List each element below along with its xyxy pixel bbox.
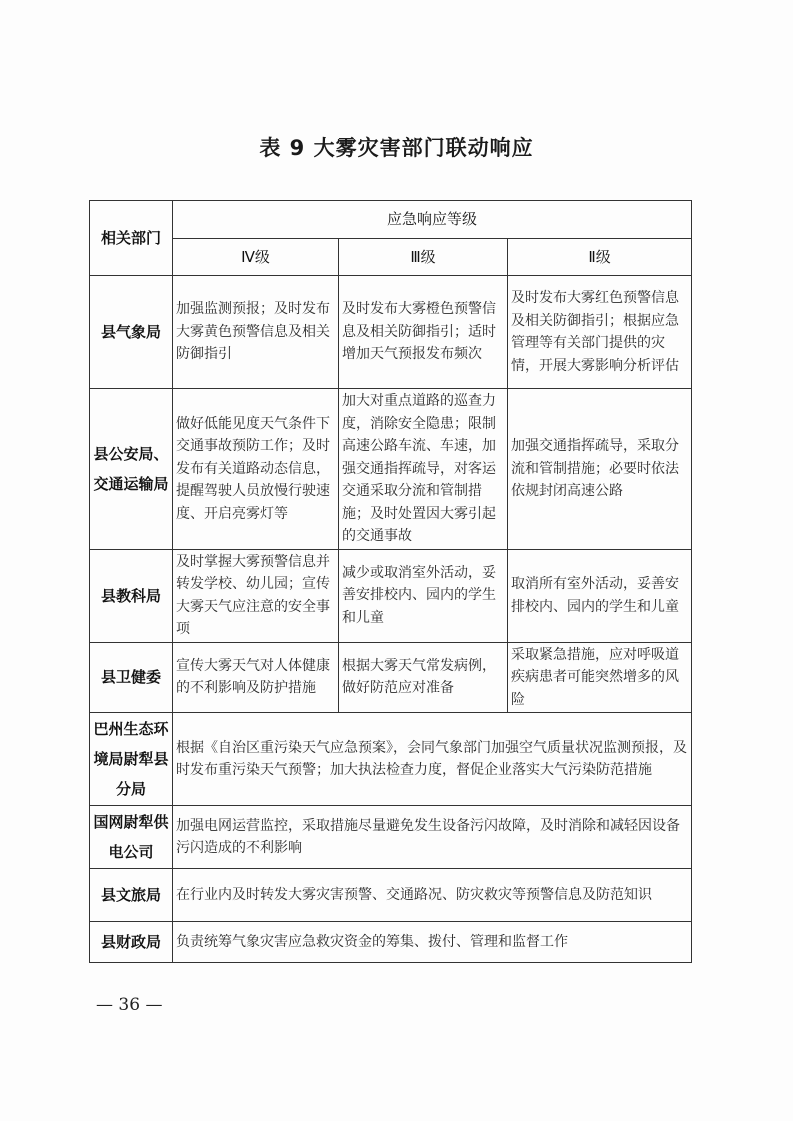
level-3-cell: 加大对重点道路的巡查力度，消除安全隐患；限制高速公路车流、车速，加强交通指挥疏导，对客运交通采取分流和管制措施；及时处置因大雾引起的交通事故 bbox=[339, 389, 508, 550]
dept-cell: 县教科局 bbox=[90, 549, 173, 642]
level-3-cell: 及时发布大雾橙色预警信息及相关防御指引；适时增加天气预报发布频次 bbox=[339, 276, 508, 389]
page-number: — 36 — bbox=[96, 995, 163, 1015]
level-4-cell: 做好低能见度天气条件下交通事故预防工作；及时发布有关道路动态信息，提醒驾驶人员放慢行驶速度、开启亮雾灯等 bbox=[173, 389, 339, 550]
all-levels-cell: 负责统筹气象灾害应急救灾资金的筹集、拨付、管理和监督工作 bbox=[173, 922, 692, 963]
table-row bbox=[90, 806, 692, 869]
header-dept: 相关部门 bbox=[90, 201, 173, 276]
table-row bbox=[90, 869, 692, 922]
dept-cell: 巴州生态环境局尉犁县分局 bbox=[90, 713, 173, 806]
level-2-cell: 采取紧急措施，应对呼吸道疾病患者可能突然增多的风险 bbox=[508, 642, 692, 713]
level-3-cell: 根据大雾天气常发病例，做好防范应对准备 bbox=[339, 642, 508, 713]
table-row bbox=[90, 642, 692, 713]
table-row bbox=[90, 276, 692, 389]
dept-cell: 县公安局、交通运输局 bbox=[90, 389, 173, 550]
dept-cell: 县卫健委 bbox=[90, 642, 173, 713]
level-3-cell: 减少或取消室外活动，妥善安排校内、园内的学生和儿童 bbox=[339, 549, 508, 642]
dept-cell: 县气象局 bbox=[90, 276, 173, 389]
all-levels-cell: 加强电网运营监控，采取措施尽量避免发生设备污闪故障，及时消除和减轻因设备污闪造成的不利影响 bbox=[173, 806, 692, 869]
header-level-4: Ⅳ级 bbox=[173, 239, 339, 276]
header-level-group: 应急响应等级 bbox=[173, 201, 692, 239]
table-row bbox=[90, 549, 692, 642]
header-level-2: Ⅱ级 bbox=[508, 239, 692, 276]
linkage-response-table bbox=[89, 200, 692, 963]
level-4-cell: 及时掌握大雾预警信息并转发学校、幼儿园；宣传大雾天气应注意的安全事项 bbox=[173, 549, 339, 642]
all-levels-cell: 在行业内及时转发大雾灾害预警、交通路况、防灾救灾等预警信息及防范知识 bbox=[173, 869, 692, 922]
level-2-cell: 加强交通指挥疏导，采取分流和管制措施；必要时依法依规封闭高速公路 bbox=[508, 389, 692, 550]
table-row bbox=[90, 922, 692, 963]
dept-cell: 国网尉犁供电公司 bbox=[90, 806, 173, 869]
level-2-cell: 及时发布大雾红色预警信息及相关防御指引；根据应急管理等有关部门提供的灾情，开展大雾影响分析评估 bbox=[508, 276, 692, 389]
table-title: 表 9 大雾灾害部门联动响应 bbox=[259, 136, 534, 160]
table-row bbox=[90, 389, 692, 550]
header-level-3: Ⅲ级 bbox=[339, 239, 508, 276]
dept-cell: 县文旅局 bbox=[90, 869, 173, 922]
dept-cell: 县财政局 bbox=[90, 922, 173, 963]
level-2-cell: 取消所有室外活动，妥善安排校内、园内的学生和儿童 bbox=[508, 549, 692, 642]
level-4-cell: 宣传大雾天气对人体健康的不利影响及防护措施 bbox=[173, 642, 339, 713]
all-levels-cell: 根据《自治区重污染天气应急预案》，会同气象部门加强空气质量状况监测预报，及时发布重污染天气预警；加大执法检查力度，督促企业落实大气污染防范措施 bbox=[173, 713, 692, 806]
table-row bbox=[90, 713, 692, 806]
level-4-cell: 加强监测预报；及时发布大雾黄色预警信息及相关防御指引 bbox=[173, 276, 339, 389]
